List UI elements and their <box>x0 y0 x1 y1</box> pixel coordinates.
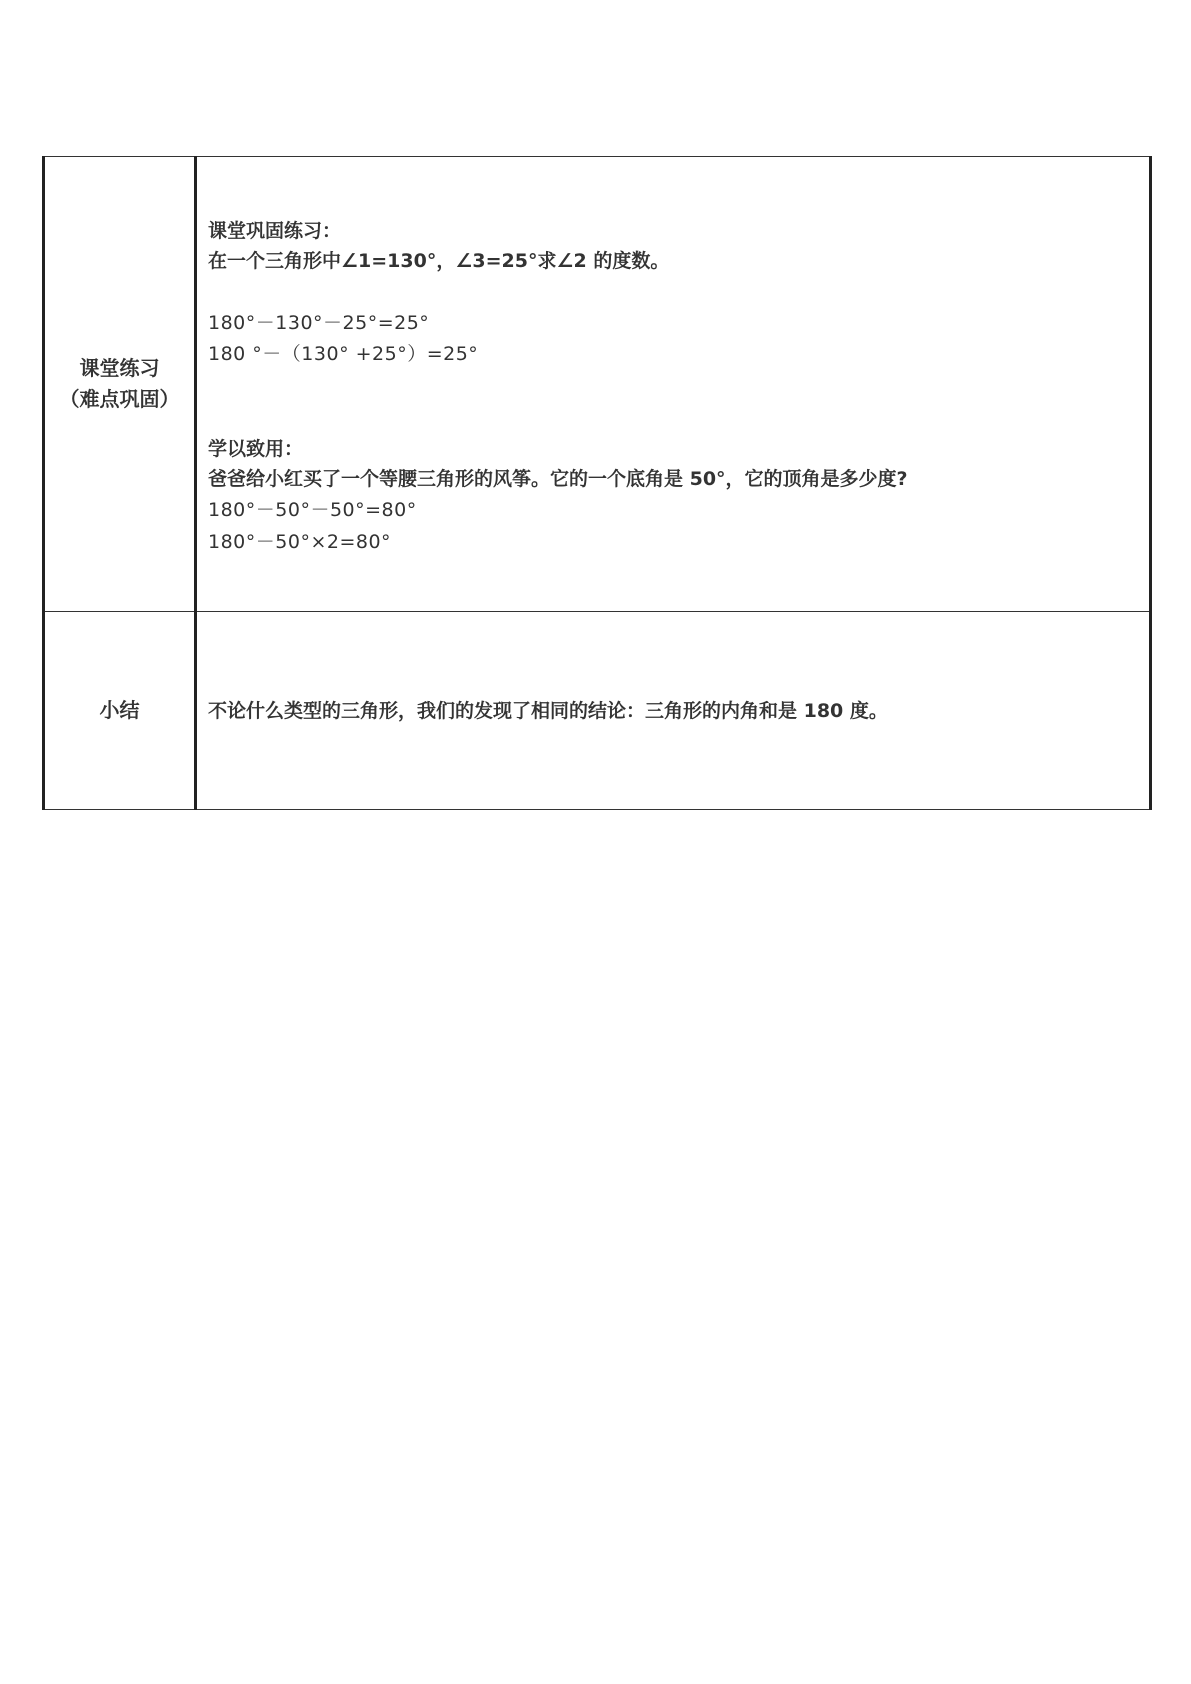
summary-content-cell <box>196 612 1151 810</box>
practice-label-cell <box>44 157 196 612</box>
table-row-summary <box>44 612 1151 810</box>
practice-label-line1: 课堂练习 <box>79 356 160 380</box>
practice-content-cell <box>196 157 1151 612</box>
summary-label: 小结 <box>99 698 140 722</box>
section2-calc-line1: 180°－50°－50°=80° <box>208 499 417 521</box>
section2-calc-line2: 180°－50°×2=80° <box>208 531 392 553</box>
section2-heading: 学以致用： <box>208 438 304 460</box>
section1-heading: 课堂巩固练习： <box>208 220 342 242</box>
section2-problem: 爸爸给小红买了一个等腰三角形的风筝。它的一个底角是 50°，它的顶角是多少度? <box>208 468 908 490</box>
section1-calc-line1: 180°－130°－25°=25° <box>208 312 430 334</box>
table-row-practice <box>44 157 1151 612</box>
summary-label-cell <box>44 612 196 810</box>
practice-content <box>208 157 1149 611</box>
section1-problem: 在一个三角形中∠1=130°，∠3=25°求∠2 的度数。 <box>208 250 670 272</box>
lesson-plan-table <box>42 156 1152 810</box>
practice-label-line2: （难点巩固） <box>59 387 180 411</box>
summary-text: 不论什么类型的三角形，我们的发现了相同的结论：三角形的内角和是 180 度。 <box>208 699 888 722</box>
section1-calc-line2: 180 °－（130° +25°）=25° <box>208 343 479 365</box>
